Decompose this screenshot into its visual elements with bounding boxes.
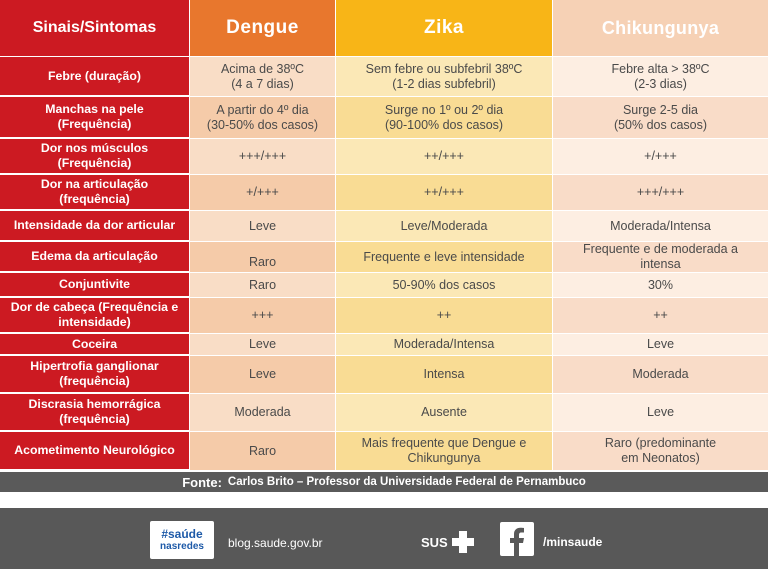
cell-zika: Surge no 1º ou 2º dia (90-100% dos casos) <box>336 97 552 138</box>
cell-chikungunya: Surge 2-5 dia (50% dos casos) <box>553 97 768 138</box>
saude-nas-redes-logo <box>150 521 214 559</box>
logo-line2: nasredes <box>160 541 204 552</box>
cell-zika: 50-90% dos casos <box>336 273 552 297</box>
table-row <box>0 175 768 210</box>
cell-zika: ++/+++ <box>336 175 552 210</box>
cell-chikungunya: Frequente e de moderada a intensa <box>553 242 768 272</box>
cell-zika: Frequente e leve intensidade <box>336 242 552 272</box>
cell-chikungunya: ++ <box>553 298 768 333</box>
header-dengue: Dengue <box>190 0 335 56</box>
cell-symptom: Manchas na pele (Frequência) <box>0 97 189 138</box>
table-row <box>0 356 768 393</box>
footer-bar <box>0 508 768 569</box>
cell-chikungunya: Febre alta > 38ºC (2-3 dias) <box>553 57 768 96</box>
cell-symptom: Conjuntivite <box>0 273 189 297</box>
cell-symptom: Acometimento Neurológico <box>0 432 189 470</box>
cell-chikungunya: Leve <box>553 334 768 355</box>
cell-dengue: Leve <box>190 211 335 241</box>
table-row <box>0 273 768 297</box>
cell-dengue: Leve <box>190 356 335 393</box>
cell-dengue: +++ <box>190 298 335 333</box>
cell-dengue: Raro <box>190 432 335 470</box>
cell-dengue: Raro <box>190 242 335 272</box>
cell-zika: ++/+++ <box>336 139 552 174</box>
cell-symptom: Edema da articulação <box>0 242 189 272</box>
table-row <box>0 211 768 241</box>
cell-symptom: Discrasia hemorrágica (frequência) <box>0 394 189 431</box>
source-label: Fonte: <box>182 474 222 490</box>
sus-cross-icon <box>451 530 475 554</box>
cell-chikungunya: Moderada/Intensa <box>553 211 768 241</box>
table-row <box>0 139 768 174</box>
cell-symptom: Coceira <box>0 334 189 355</box>
table-row <box>0 334 768 355</box>
cell-dengue: Raro <box>190 273 335 297</box>
cell-symptom: Febre (duração) <box>0 57 189 96</box>
table-row <box>0 57 768 96</box>
cell-dengue: Moderada <box>190 394 335 431</box>
cell-chikungunya: Moderada <box>553 356 768 393</box>
cell-dengue: Acima de 38ºC (4 a 7 dias) <box>190 57 335 96</box>
cell-dengue: Leve <box>190 334 335 355</box>
cell-zika: Mais frequente que Dengue e Chikungunya <box>336 432 552 470</box>
table-row <box>0 432 768 470</box>
facebook-icon[interactable] <box>500 522 534 556</box>
facebook-f-glyph <box>507 526 527 556</box>
header-symptoms: Sinais/Sintomas <box>0 0 189 56</box>
cell-chikungunya: +++/+++ <box>553 175 768 210</box>
sus-text: SUS <box>421 534 448 550</box>
logo-line1: #saúde <box>161 527 203 541</box>
cell-symptom: Intensidade da dor articular <box>0 211 189 241</box>
cell-dengue: +/+++ <box>190 175 335 210</box>
header-zika: Zika <box>336 0 552 56</box>
cell-symptom: Dor na articulação (frequência) <box>0 175 189 210</box>
cell-chikungunya: Leve <box>553 394 768 431</box>
table-row <box>0 97 768 138</box>
source-text: Carlos Brito – Professor da Universidade Federal de Pernambuco <box>227 476 586 488</box>
table-row <box>0 394 768 431</box>
cell-zika: Moderada/Intensa <box>336 334 552 355</box>
cell-symptom: Dor de cabeça (Frequência e intensidade) <box>0 298 189 333</box>
cell-zika: Intensa <box>336 356 552 393</box>
cell-symptom: Hipertrofia ganglionar (frequência) <box>0 356 189 393</box>
table-row <box>0 242 768 272</box>
cell-zika: ++ <box>336 298 552 333</box>
cell-chikungunya: 30% <box>553 273 768 297</box>
social-handle[interactable]: /minsaude <box>543 535 603 549</box>
table-row <box>0 298 768 333</box>
cell-zika: Sem febre ou subfebril 38ºC (1-2 dias subfebril) <box>336 57 552 96</box>
cell-chikungunya: +/+++ <box>553 139 768 174</box>
cell-zika: Ausente <box>336 394 552 431</box>
blog-link[interactable]: blog.saude.gov.br <box>228 536 323 550</box>
cell-dengue: +++/+++ <box>190 139 335 174</box>
cell-zika: Leve/Moderada <box>336 211 552 241</box>
sus-logo <box>421 530 475 554</box>
header-chikungunya: Chikungunya <box>553 0 768 56</box>
cell-chikungunya: Raro (predominante em Neonatos) <box>553 432 768 470</box>
cell-symptom: Dor nos músculos (Frequência) <box>0 139 189 174</box>
source-bar <box>0 472 768 492</box>
cell-dengue: A partir do 4º dia (30-50% dos casos) <box>190 97 335 138</box>
